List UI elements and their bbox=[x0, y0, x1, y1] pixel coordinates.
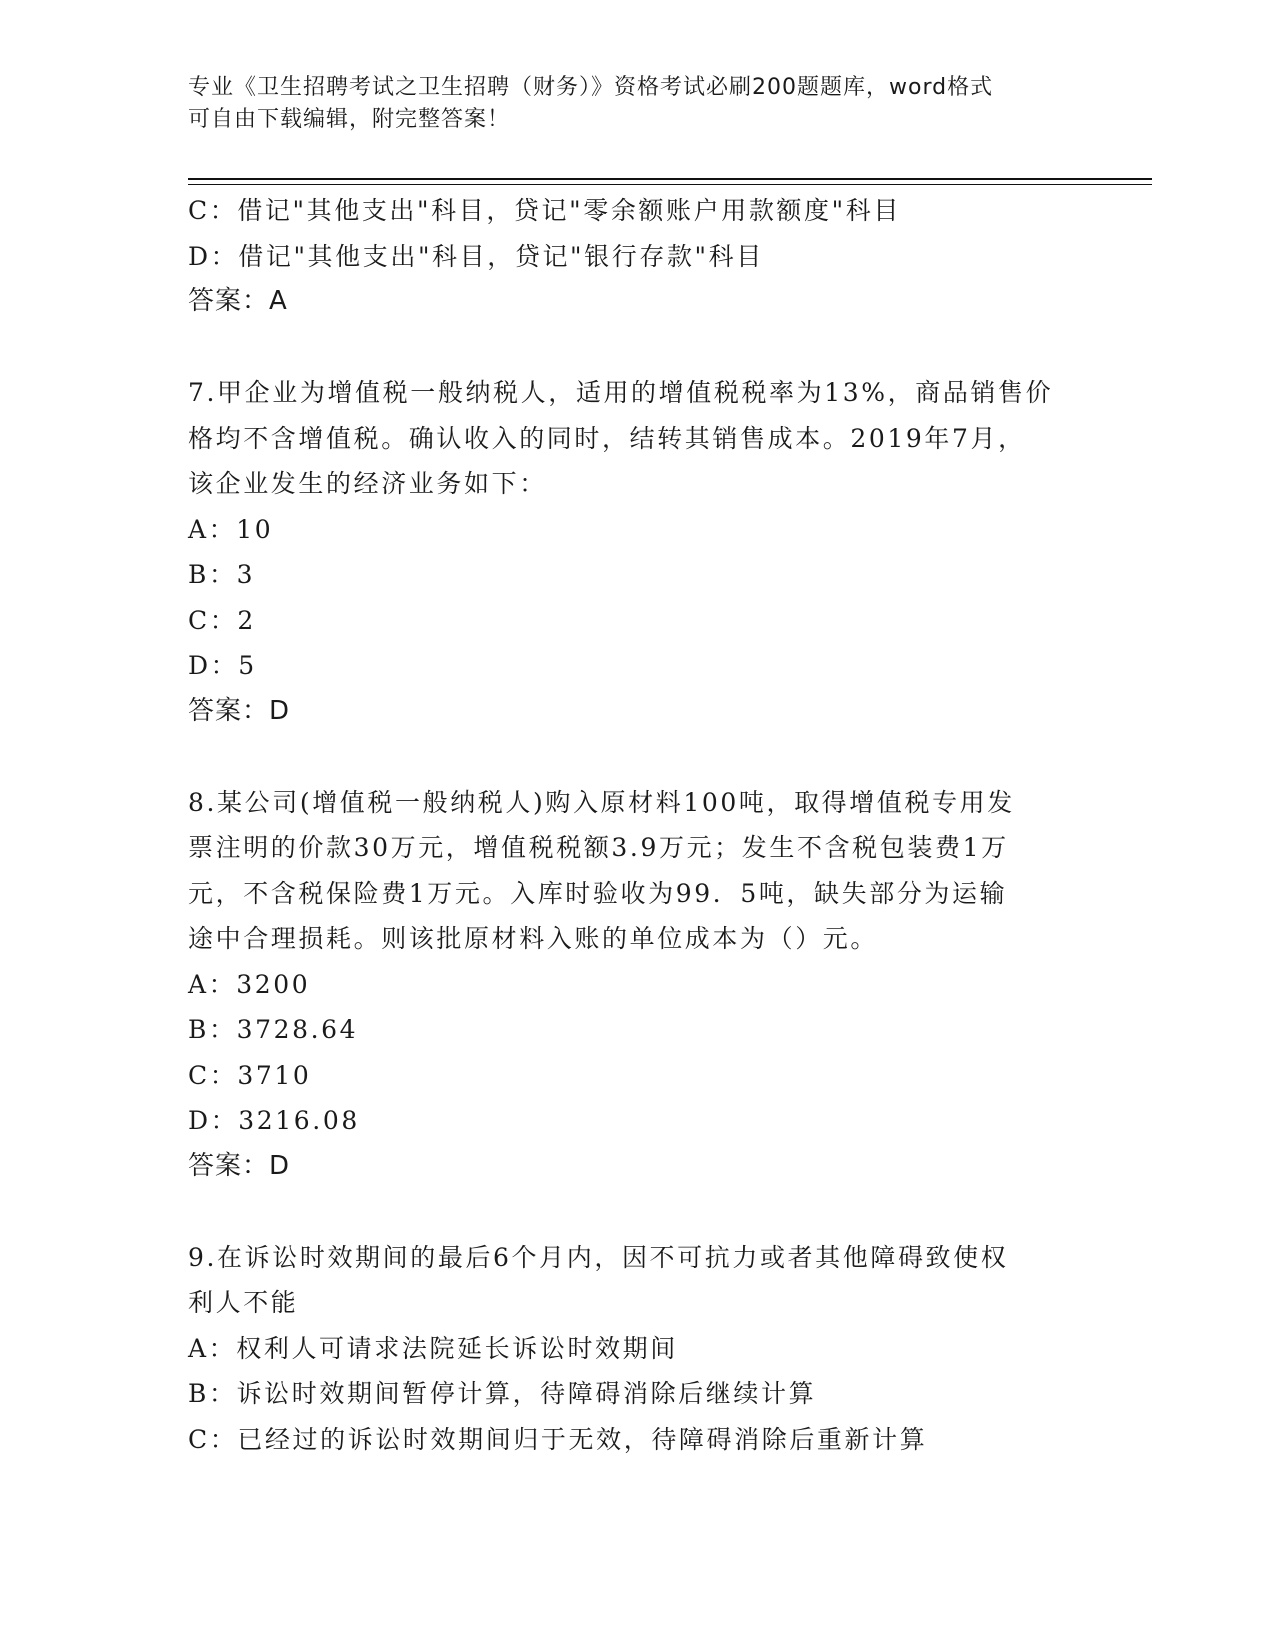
option-b: B：3 bbox=[188, 560, 256, 589]
option-d: D：5 bbox=[188, 651, 257, 680]
page-header bbox=[188, 72, 1068, 136]
option-b: B：3728.64 bbox=[188, 1015, 359, 1044]
answer-label: 答案：A bbox=[188, 286, 288, 316]
question-stem-line: 该企业发生的经济业务如下： bbox=[188, 469, 547, 498]
header-rule-thin bbox=[188, 184, 1152, 185]
question-stem-line: 途中合理损耗。则该批原材料入账的单位成本为（）元。 bbox=[188, 924, 879, 953]
question-8 bbox=[188, 780, 1088, 1190]
question-stem-line: 7.甲企业为增值税一般纳税人，适用的增值税税率为13%，商品销售价 bbox=[188, 378, 1054, 407]
option-c: C：已经过的诉讼时效期间归于无效，待障碍消除后重新计算 bbox=[188, 1424, 928, 1454]
option-d: D：借记"其他支出"科目，贷记"银行存款"科目 bbox=[188, 241, 764, 271]
option-b: B：诉讼时效期间暂停计算，待障碍消除后继续计算 bbox=[188, 1379, 817, 1408]
question-stem-line: 元，不含税保险费1万元。入库时验收为99．5吨，缺失部分为运输 bbox=[188, 878, 1008, 908]
question-stem-line: 格均不含增值税。确认收入的同时，结转其销售成本。2019年7月， bbox=[188, 423, 1026, 453]
option-c: C：3710 bbox=[188, 1060, 312, 1090]
question-stem-line: 票注明的价款30万元，增值税税额3.9万元；发生不含税包装费1万 bbox=[188, 833, 1009, 862]
question-stem-line: 9.在诉讼时效期间的最后6个月内，因不可抗力或者其他障碍致使权 bbox=[188, 1242, 1009, 1272]
spacer bbox=[188, 325, 1088, 371]
option-c: C：2 bbox=[188, 605, 256, 635]
document-body bbox=[188, 188, 1088, 1462]
option-a: A：10 bbox=[188, 514, 274, 544]
answer-label: 答案：D bbox=[188, 1150, 291, 1181]
question-9 bbox=[188, 1235, 1088, 1463]
answer-label: 答案：D bbox=[188, 695, 291, 726]
question-6-tail bbox=[188, 188, 1088, 325]
option-c: C：借记"其他支出"科目，贷记"零余额账户用款额度"科目 bbox=[188, 196, 901, 225]
option-a: A：权利人可请求法院延长诉讼时效期间 bbox=[188, 1333, 678, 1363]
header-line-2: 可自由下载编辑，附完整答案！ bbox=[188, 107, 511, 132]
question-stem-line: 8.某公司(增值税一般纳税人)购入原材料100吨，取得增值税专用发 bbox=[188, 787, 1015, 817]
header-line-1: 专业《卫生招聘考试之卫生招聘（财务）》资格考试必刷200题题库，word格式 bbox=[188, 75, 994, 100]
question-stem-line: 利人不能 bbox=[188, 1288, 299, 1317]
header-rule-thick bbox=[188, 178, 1152, 180]
spacer bbox=[188, 734, 1088, 780]
option-d: D：3216.08 bbox=[188, 1106, 360, 1135]
option-a: A：3200 bbox=[188, 969, 311, 999]
question-7 bbox=[188, 370, 1088, 734]
spacer bbox=[188, 1189, 1088, 1235]
